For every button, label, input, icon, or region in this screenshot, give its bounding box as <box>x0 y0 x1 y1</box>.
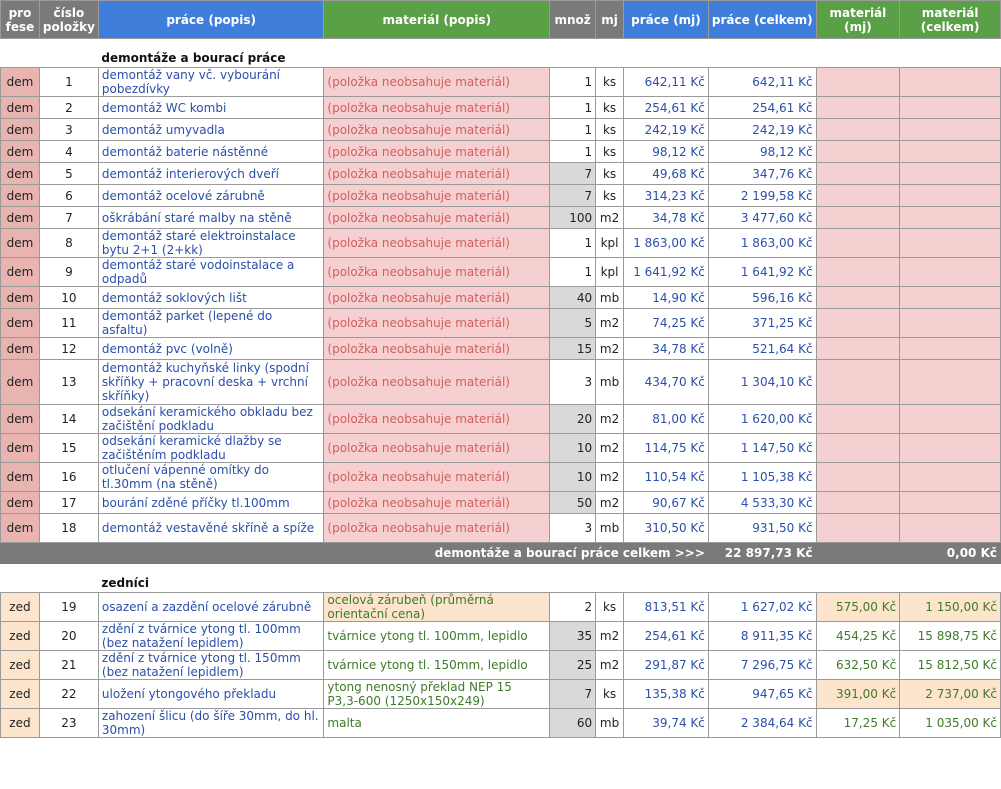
phase-cell[interactable]: zed <box>1 709 40 738</box>
work-total-cell[interactable]: 931,50 Kč <box>708 514 816 543</box>
total-work: 22 897,73 Kč <box>708 543 816 564</box>
spacer <box>1 564 1001 575</box>
work-desc-cell[interactable]: demontáž kuchyňské linky (spodní skříňky + pracovní deska + vrchní skříňky) <box>98 360 324 405</box>
mat-total-cell[interactable]: 2 737,00 Kč <box>900 680 1001 709</box>
work-desc-cell[interactable]: odsekání keramického obkladu bez začištění podkladu <box>98 405 324 434</box>
qty-cell[interactable]: 7 <box>550 680 596 709</box>
work-unit-cell[interactable]: 254,61 Kč <box>624 97 709 119</box>
table-row[interactable] <box>1 207 1001 229</box>
work-desc-cell[interactable]: demontáž baterie nástěnné <box>98 141 324 163</box>
header-mat-total: materiál (celkem) <box>900 1 1001 39</box>
total-label: demontáže a bourací práce celkem >>> <box>98 543 708 564</box>
item-no-cell[interactable]: 12 <box>39 338 98 360</box>
work-desc-cell[interactable]: demontáž pvc (volně) <box>98 338 324 360</box>
work-total-cell[interactable]: 1 627,02 Kč <box>708 593 816 622</box>
work-unit-cell[interactable]: 81,00 Kč <box>624 405 709 434</box>
item-no-cell[interactable]: 20 <box>39 622 98 651</box>
table-row[interactable] <box>1 709 1001 738</box>
item-no-cell[interactable]: 17 <box>39 492 98 514</box>
header-mat-unit: materiál (mj) <box>816 1 900 39</box>
item-no-cell[interactable]: 19 <box>39 593 98 622</box>
work-desc-cell[interactable]: demontáž soklových lišt <box>98 287 324 309</box>
work-desc-cell[interactable]: bourání zděné příčky tl.100mm <box>98 492 324 514</box>
qty-cell[interactable]: 35 <box>550 622 596 651</box>
table-row[interactable] <box>1 338 1001 360</box>
qty-cell[interactable]: 1 <box>550 68 596 97</box>
material-desc-cell[interactable]: ocelová zárubeň (průměrná orientační cena) <box>324 593 550 622</box>
mat-total-cell[interactable]: 1 150,00 Kč <box>900 593 1001 622</box>
unit-cell[interactable]: m2 <box>596 405 624 434</box>
qty-cell[interactable]: 10 <box>550 434 596 463</box>
work-total-cell[interactable]: 1 304,10 Kč <box>708 360 816 405</box>
work-total-cell[interactable]: 242,19 Kč <box>708 119 816 141</box>
mat-unit-cell[interactable] <box>816 163 900 185</box>
work-unit-cell[interactable]: 39,74 Kč <box>624 709 709 738</box>
work-unit-cell[interactable]: 135,38 Kč <box>624 680 709 709</box>
item-no-cell[interactable]: 9 <box>39 258 98 287</box>
work-unit-cell[interactable]: 34,78 Kč <box>624 207 709 229</box>
table-row[interactable] <box>1 163 1001 185</box>
mat-unit-cell[interactable] <box>816 141 900 163</box>
material-desc-cell[interactable]: ytong nenosný překlad NEP 15 P3,3-600 (1250x150x249) <box>324 680 550 709</box>
mat-total-cell[interactable]: 15 898,75 Kč <box>900 622 1001 651</box>
phase-cell[interactable]: dem <box>1 141 40 163</box>
work-unit-cell[interactable]: 74,25 Kč <box>624 309 709 338</box>
work-total-cell[interactable]: 596,16 Kč <box>708 287 816 309</box>
mat-total-cell[interactable] <box>900 185 1001 207</box>
item-no-cell[interactable]: 3 <box>39 119 98 141</box>
material-desc-cell[interactable]: malta <box>324 709 550 738</box>
work-unit-cell[interactable]: 434,70 Kč <box>624 360 709 405</box>
mat-total-cell[interactable] <box>900 141 1001 163</box>
item-no-cell[interactable]: 4 <box>39 141 98 163</box>
material-desc-cell[interactable]: (položka neobsahuje materiál) <box>324 229 550 258</box>
work-total-cell[interactable]: 371,25 Kč <box>708 309 816 338</box>
work-total-cell[interactable]: 642,11 Kč <box>708 68 816 97</box>
material-desc-cell[interactable]: (položka neobsahuje materiál) <box>324 434 550 463</box>
item-no-cell[interactable]: 2 <box>39 97 98 119</box>
work-total-cell[interactable]: 2 199,58 Kč <box>708 185 816 207</box>
work-unit-cell[interactable]: 114,75 Kč <box>624 434 709 463</box>
qty-cell[interactable]: 2 <box>550 593 596 622</box>
phase-cell[interactable]: dem <box>1 163 40 185</box>
work-desc-cell[interactable]: zdění z tvárnice ytong tl. 150mm (bez natažení lepidlem) <box>98 651 324 680</box>
mat-total-cell[interactable] <box>900 119 1001 141</box>
mat-total-cell[interactable]: 15 812,50 Kč <box>900 651 1001 680</box>
phase-cell[interactable]: dem <box>1 492 40 514</box>
header-unit: mj <box>596 1 624 39</box>
mat-unit-cell[interactable] <box>816 185 900 207</box>
mat-total-cell[interactable] <box>900 287 1001 309</box>
phase-cell[interactable]: dem <box>1 185 40 207</box>
mat-total-cell[interactable] <box>900 405 1001 434</box>
work-desc-cell[interactable]: demontáž vany vč. vybourání pobezdívky <box>98 68 324 97</box>
unit-cell[interactable]: ks <box>596 68 624 97</box>
table-row[interactable] <box>1 229 1001 258</box>
unit-cell[interactable]: m2 <box>596 492 624 514</box>
table-row[interactable] <box>1 97 1001 119</box>
material-desc-cell[interactable]: (položka neobsahuje materiál) <box>324 463 550 492</box>
work-desc-cell[interactable]: zahození šlicu (do šíře 30mm, do hl. 30mm) <box>98 709 324 738</box>
mat-unit-cell[interactable] <box>816 258 900 287</box>
item-no-cell[interactable]: 14 <box>39 405 98 434</box>
unit-cell[interactable]: mb <box>596 287 624 309</box>
mat-unit-cell[interactable]: 575,00 Kč <box>816 593 900 622</box>
material-desc-cell[interactable]: (položka neobsahuje materiál) <box>324 258 550 287</box>
mat-unit-cell[interactable] <box>816 68 900 97</box>
work-desc-cell[interactable]: demontáž WC kombi <box>98 97 324 119</box>
work-unit-cell[interactable]: 90,67 Kč <box>624 492 709 514</box>
unit-cell[interactable]: m2 <box>596 338 624 360</box>
table-row[interactable] <box>1 185 1001 207</box>
work-desc-cell[interactable]: demontáž staré elektroinstalace bytu 2+1 (2+kk) <box>98 229 324 258</box>
table-row[interactable] <box>1 141 1001 163</box>
work-total-cell[interactable]: 3 477,60 Kč <box>708 207 816 229</box>
phase-cell[interactable]: dem <box>1 434 40 463</box>
section-blank <box>1 49 99 68</box>
work-total-cell[interactable]: 947,65 Kč <box>708 680 816 709</box>
table-row[interactable] <box>1 680 1001 709</box>
phase-cell[interactable]: zed <box>1 622 40 651</box>
material-desc-cell[interactable]: (položka neobsahuje materiál) <box>324 514 550 543</box>
table-row[interactable] <box>1 434 1001 463</box>
table-row[interactable] <box>1 492 1001 514</box>
mat-unit-cell[interactable]: 17,25 Kč <box>816 709 900 738</box>
qty-cell[interactable]: 10 <box>550 463 596 492</box>
total-blank2 <box>816 543 900 564</box>
work-desc-cell[interactable]: odsekání keramické dlažby se začištěním podkladu <box>98 434 324 463</box>
qty-cell[interactable]: 3 <box>550 360 596 405</box>
mat-total-cell[interactable] <box>900 68 1001 97</box>
qty-cell[interactable]: 1 <box>550 229 596 258</box>
qty-cell[interactable]: 1 <box>550 141 596 163</box>
unit-cell[interactable]: ks <box>596 141 624 163</box>
header-qty: množ <box>550 1 596 39</box>
work-desc-cell[interactable]: demontáž parket (lepené do asfaltu) <box>98 309 324 338</box>
table-row[interactable] <box>1 622 1001 651</box>
item-no-cell[interactable]: 8 <box>39 229 98 258</box>
item-no-cell[interactable]: 10 <box>39 287 98 309</box>
work-unit-cell[interactable]: 314,23 Kč <box>624 185 709 207</box>
table-row[interactable] <box>1 405 1001 434</box>
phase-cell[interactable]: dem <box>1 229 40 258</box>
material-desc-cell[interactable]: (položka neobsahuje materiál) <box>324 287 550 309</box>
work-desc-cell[interactable]: demontáž ocelové zárubně <box>98 185 324 207</box>
section-total-row <box>1 543 1001 564</box>
phase-cell[interactable]: zed <box>1 680 40 709</box>
mat-unit-cell[interactable] <box>816 287 900 309</box>
material-desc-cell[interactable]: (položka neobsahuje materiál) <box>324 360 550 405</box>
phase-cell[interactable]: dem <box>1 287 40 309</box>
header-work-total: práce (celkem) <box>708 1 816 39</box>
material-desc-cell[interactable]: tvárnice ytong tl. 150mm, lepidlo <box>324 651 550 680</box>
mat-unit-cell[interactable] <box>816 492 900 514</box>
mat-unit-cell[interactable] <box>816 405 900 434</box>
work-desc-cell[interactable]: demontáž staré vodoinstalace a odpadů <box>98 258 324 287</box>
mat-total-cell[interactable]: 1 035,00 Kč <box>900 709 1001 738</box>
work-unit-cell[interactable]: 310,50 Kč <box>624 514 709 543</box>
mat-total-cell[interactable] <box>900 163 1001 185</box>
mat-unit-cell[interactable]: 632,50 Kč <box>816 651 900 680</box>
qty-cell[interactable]: 7 <box>550 185 596 207</box>
work-total-cell[interactable]: 347,76 Kč <box>708 163 816 185</box>
mat-total-cell[interactable] <box>900 463 1001 492</box>
work-unit-cell[interactable]: 642,11 Kč <box>624 68 709 97</box>
unit-cell[interactable]: mb <box>596 360 624 405</box>
mat-unit-cell[interactable] <box>816 360 900 405</box>
work-desc-cell[interactable]: otlučení vápenné omítky do tl.30mm (na stěně) <box>98 463 324 492</box>
phase-cell[interactable]: dem <box>1 463 40 492</box>
table-row[interactable] <box>1 119 1001 141</box>
item-no-cell[interactable]: 23 <box>39 709 98 738</box>
item-no-cell[interactable]: 1 <box>39 68 98 97</box>
unit-cell[interactable]: ks <box>596 593 624 622</box>
section-title-row <box>1 574 1001 593</box>
table-row[interactable] <box>1 360 1001 405</box>
material-desc-cell[interactable]: (položka neobsahuje materiál) <box>324 309 550 338</box>
work-desc-cell[interactable]: uložení ytongového překladu <box>98 680 324 709</box>
qty-cell[interactable]: 3 <box>550 514 596 543</box>
qty-cell[interactable]: 100 <box>550 207 596 229</box>
spacer <box>1 39 1001 50</box>
total-material: 0,00 Kč <box>900 543 1001 564</box>
work-desc-cell[interactable]: zdění z tvárnice ytong tl. 100mm (bez natažení lepidlem) <box>98 622 324 651</box>
mat-unit-cell[interactable] <box>816 434 900 463</box>
qty-cell[interactable]: 7 <box>550 163 596 185</box>
mat-unit-cell[interactable] <box>816 514 900 543</box>
qty-cell[interactable]: 15 <box>550 338 596 360</box>
material-desc-cell[interactable]: (položka neobsahuje materiál) <box>324 338 550 360</box>
work-unit-cell[interactable]: 813,51 Kč <box>624 593 709 622</box>
table-row[interactable] <box>1 287 1001 309</box>
phase-cell[interactable]: dem <box>1 338 40 360</box>
work-unit-cell[interactable]: 110,54 Kč <box>624 463 709 492</box>
mat-unit-cell[interactable] <box>816 309 900 338</box>
qty-cell[interactable]: 50 <box>550 492 596 514</box>
phase-cell[interactable]: dem <box>1 309 40 338</box>
mat-unit-cell[interactable] <box>816 338 900 360</box>
mat-unit-cell[interactable] <box>816 229 900 258</box>
work-desc-cell[interactable]: osazení a zazdění ocelové zárubně <box>98 593 324 622</box>
work-unit-cell[interactable]: 49,68 Kč <box>624 163 709 185</box>
work-desc-cell[interactable]: demontáž umyvadla <box>98 119 324 141</box>
material-desc-cell[interactable]: (položka neobsahuje materiál) <box>324 141 550 163</box>
work-total-cell[interactable]: 254,61 Kč <box>708 97 816 119</box>
phase-cell[interactable]: dem <box>1 514 40 543</box>
table-row[interactable] <box>1 593 1001 622</box>
work-total-cell[interactable]: 1 105,38 Kč <box>708 463 816 492</box>
qty-cell[interactable]: 1 <box>550 258 596 287</box>
mat-total-cell[interactable] <box>900 360 1001 405</box>
material-desc-cell[interactable]: (položka neobsahuje materiál) <box>324 97 550 119</box>
item-no-cell[interactable]: 15 <box>39 434 98 463</box>
header-row <box>1 1 1001 39</box>
table-row[interactable] <box>1 463 1001 492</box>
material-desc-cell[interactable]: (položka neobsahuje materiál) <box>324 119 550 141</box>
work-total-cell[interactable]: 521,64 Kč <box>708 338 816 360</box>
mat-total-cell[interactable] <box>900 207 1001 229</box>
header-item-no: číslo položky <box>39 1 98 39</box>
work-total-cell[interactable]: 7 296,75 Kč <box>708 651 816 680</box>
material-desc-cell[interactable]: (položka neobsahuje materiál) <box>324 405 550 434</box>
unit-cell[interactable]: mb <box>596 709 624 738</box>
mat-unit-cell[interactable]: 454,25 Kč <box>816 622 900 651</box>
unit-cell[interactable]: ks <box>596 119 624 141</box>
unit-cell[interactable]: ks <box>596 185 624 207</box>
work-total-cell[interactable]: 1 863,00 Kč <box>708 229 816 258</box>
qty-cell[interactable]: 60 <box>550 709 596 738</box>
unit-cell[interactable]: mb <box>596 514 624 543</box>
spacer-row <box>1 564 1001 575</box>
qty-cell[interactable]: 1 <box>550 119 596 141</box>
phase-cell[interactable]: dem <box>1 405 40 434</box>
spacer-row <box>1 39 1001 50</box>
mat-total-cell[interactable] <box>900 258 1001 287</box>
header-phase: pro fese <box>1 1 40 39</box>
unit-cell[interactable]: ks <box>596 163 624 185</box>
unit-cell[interactable]: ks <box>596 97 624 119</box>
material-desc-cell[interactable]: (položka neobsahuje materiál) <box>324 68 550 97</box>
material-desc-cell[interactable]: (položka neobsahuje materiál) <box>324 492 550 514</box>
phase-cell[interactable]: dem <box>1 97 40 119</box>
phase-cell[interactable]: dem <box>1 207 40 229</box>
material-desc-cell[interactable]: tvárnice ytong tl. 100mm, lepidlo <box>324 622 550 651</box>
section-title: zedníci <box>101 576 150 590</box>
work-unit-cell[interactable]: 1 641,92 Kč <box>624 258 709 287</box>
mat-total-cell[interactable] <box>900 229 1001 258</box>
work-unit-cell[interactable]: 34,78 Kč <box>624 338 709 360</box>
unit-cell[interactable]: m2 <box>596 434 624 463</box>
item-no-cell[interactable]: 21 <box>39 651 98 680</box>
material-desc-cell[interactable]: (položka neobsahuje materiál) <box>324 185 550 207</box>
unit-cell[interactable]: kpl <box>596 229 624 258</box>
table-row[interactable] <box>1 68 1001 97</box>
qty-cell[interactable]: 25 <box>550 651 596 680</box>
total-blank <box>1 543 99 564</box>
section-title: demontáže a bourací práce <box>101 51 286 65</box>
mat-unit-cell[interactable] <box>816 207 900 229</box>
unit-cell[interactable]: m2 <box>596 463 624 492</box>
item-no-cell[interactable]: 7 <box>39 207 98 229</box>
mat-total-cell[interactable] <box>900 514 1001 543</box>
mat-total-cell[interactable] <box>900 492 1001 514</box>
work-total-cell[interactable]: 1 620,00 Kč <box>708 405 816 434</box>
phase-cell[interactable]: zed <box>1 651 40 680</box>
work-total-cell[interactable]: 1 641,92 Kč <box>708 258 816 287</box>
work-unit-cell[interactable]: 98,12 Kč <box>624 141 709 163</box>
item-no-cell[interactable]: 18 <box>39 514 98 543</box>
item-no-cell[interactable]: 11 <box>39 309 98 338</box>
section-blank <box>1 574 99 593</box>
work-unit-cell[interactable]: 254,61 Kč <box>624 622 709 651</box>
header-work-desc: práce (popis) <box>98 1 324 39</box>
work-total-cell[interactable]: 4 533,30 Kč <box>708 492 816 514</box>
work-total-cell[interactable]: 2 384,64 Kč <box>708 709 816 738</box>
work-unit-cell[interactable]: 291,87 Kč <box>624 651 709 680</box>
work-desc-cell[interactable]: demontáž interierových dveří <box>98 163 324 185</box>
section-title-row <box>1 49 1001 68</box>
qty-cell[interactable]: 5 <box>550 309 596 338</box>
qty-cell[interactable]: 40 <box>550 287 596 309</box>
unit-cell[interactable]: m2 <box>596 207 624 229</box>
qty-cell[interactable]: 20 <box>550 405 596 434</box>
header-work-unit: práce (mj) <box>624 1 709 39</box>
item-no-cell[interactable]: 13 <box>39 360 98 405</box>
unit-cell[interactable]: m2 <box>596 651 624 680</box>
phase-cell[interactable]: dem <box>1 258 40 287</box>
material-desc-cell[interactable]: (položka neobsahuje materiál) <box>324 207 550 229</box>
mat-unit-cell[interactable] <box>816 97 900 119</box>
phase-cell[interactable]: dem <box>1 360 40 405</box>
work-unit-cell[interactable]: 14,90 Kč <box>624 287 709 309</box>
work-desc-cell[interactable]: oškrábání staré malby na stěně <box>98 207 324 229</box>
work-desc-cell[interactable]: demontáž vestavěné skříně a spíže <box>98 514 324 543</box>
unit-cell[interactable]: m2 <box>596 309 624 338</box>
mat-total-cell[interactable] <box>900 309 1001 338</box>
phase-cell[interactable]: dem <box>1 68 40 97</box>
work-total-cell[interactable]: 8 911,35 Kč <box>708 622 816 651</box>
table-row[interactable] <box>1 514 1001 543</box>
header-material-desc: materiál (popis) <box>324 1 550 39</box>
item-no-cell[interactable]: 5 <box>39 163 98 185</box>
mat-unit-cell[interactable] <box>816 119 900 141</box>
phase-cell[interactable]: dem <box>1 119 40 141</box>
mat-total-cell[interactable] <box>900 338 1001 360</box>
unit-cell[interactable]: kpl <box>596 258 624 287</box>
mat-total-cell[interactable] <box>900 434 1001 463</box>
material-desc-cell[interactable]: (položka neobsahuje materiál) <box>324 163 550 185</box>
mat-unit-cell[interactable]: 391,00 Kč <box>816 680 900 709</box>
table-row[interactable] <box>1 309 1001 338</box>
work-total-cell[interactable]: 98,12 Kč <box>708 141 816 163</box>
work-total-cell[interactable]: 1 147,50 Kč <box>708 434 816 463</box>
table-row[interactable] <box>1 651 1001 680</box>
item-no-cell[interactable]: 6 <box>39 185 98 207</box>
work-unit-cell[interactable]: 1 863,00 Kč <box>624 229 709 258</box>
table-row[interactable] <box>1 258 1001 287</box>
item-no-cell[interactable]: 22 <box>39 680 98 709</box>
unit-cell[interactable]: m2 <box>596 622 624 651</box>
item-no-cell[interactable]: 16 <box>39 463 98 492</box>
phase-cell[interactable]: zed <box>1 593 40 622</box>
mat-unit-cell[interactable] <box>816 463 900 492</box>
qty-cell[interactable]: 1 <box>550 97 596 119</box>
work-unit-cell[interactable]: 242,19 Kč <box>624 119 709 141</box>
unit-cell[interactable]: ks <box>596 680 624 709</box>
mat-total-cell[interactable] <box>900 97 1001 119</box>
